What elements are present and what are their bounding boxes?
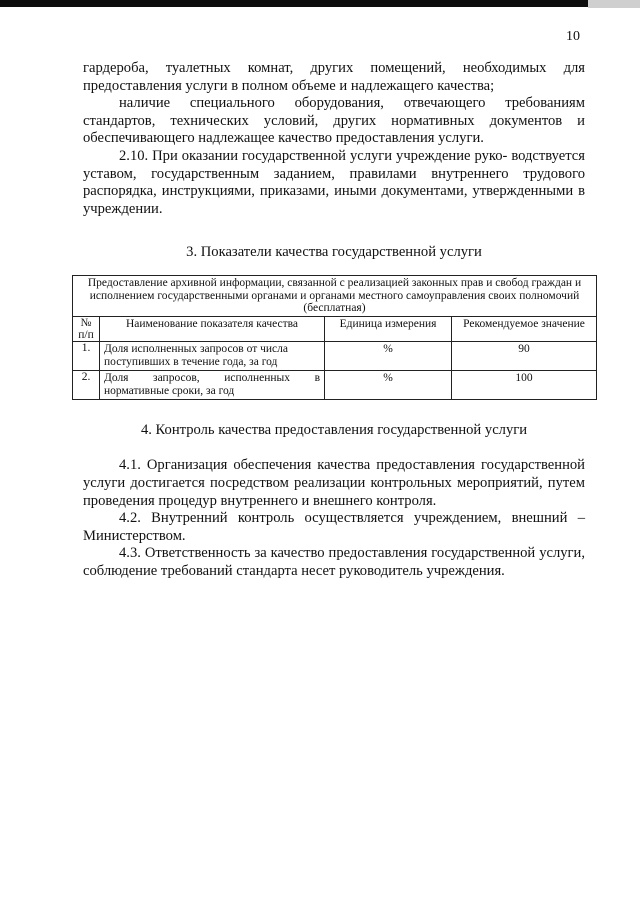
- header-recommended-value: Рекомендуемое значение: [452, 316, 597, 342]
- section-4-paragraph-3: 4.3. Ответственность за качество предоставления государственной услуги, соблюдение требований стандарта несет руководитель учреждения.: [83, 545, 585, 579]
- header-unit: Единица измерения: [325, 316, 452, 342]
- row-unit: %: [325, 371, 452, 400]
- row-unit: %: [325, 342, 452, 371]
- quality-indicators-table: [72, 275, 597, 400]
- header-indicator-name: Наименование показателя качества: [100, 316, 325, 342]
- table-caption: Предоставление архивной информации, связанной с реализацией законных прав и свобод граждан и исполнением государственными органами и органами местного самоуправления своих полномочий (бесплатная): [73, 276, 597, 316]
- row-indicator-name: Доля запросов, исполненных в нормативные сроки, за год: [100, 371, 325, 400]
- row-number: 1.: [73, 342, 100, 371]
- table-row: [73, 342, 597, 371]
- intro-paragraph-3: 2.10. При оказании государственной услуги учреждение руко- водствуется уставом, государственным заданием, правилами внутреннего трудового распорядка, инструкциями, приказами, иными документами, утвержденными в учреждении.: [83, 147, 585, 217]
- row-indicator-name: Доля исполненных запросов от числа поступивших в течение года, за год: [100, 342, 325, 371]
- row-number: 2.: [73, 371, 100, 400]
- section-4-title: 4. Контроль качества предоставления государственной услуги: [140, 422, 528, 439]
- page-body: [78, 60, 585, 581]
- scan-corner: [588, 0, 640, 8]
- section-4-paragraph-2: 4.2. Внутренний контроль осуществляется учреждением, внешний – Министерством.: [83, 510, 585, 544]
- table-caption-row: [73, 276, 597, 316]
- row-value: 90: [452, 342, 597, 371]
- section-4-paragraph-1: 4.1. Организация обеспечения качества предоставления государственной услуги достигается посредством реализации контрольных мероприятий, путем проведения процедур внутреннего и внешнего контроля.: [83, 457, 585, 509]
- intro-paragraph-1: гардероба, туалетных комнат, других помещений, необходимых для предоставления услуги в полном объеме и надлежащего качества;: [83, 60, 585, 94]
- table-header-row: [73, 316, 597, 342]
- page-number: 10: [566, 29, 580, 44]
- header-number: № п/п: [73, 316, 100, 342]
- section-3-title: 3. Показатели качества государственной услуги: [186, 244, 482, 261]
- scan-top-edge: [0, 0, 640, 7]
- row-value: 100: [452, 371, 597, 400]
- table-row: [73, 371, 597, 400]
- section-4-body: [83, 457, 585, 580]
- intro-paragraph-2: наличие специального оборудования, отвечающего требованиям стандартов, технических условий, других нормативных документов и обеспечивающего надлежащее качество предоставления услуги.: [83, 95, 585, 147]
